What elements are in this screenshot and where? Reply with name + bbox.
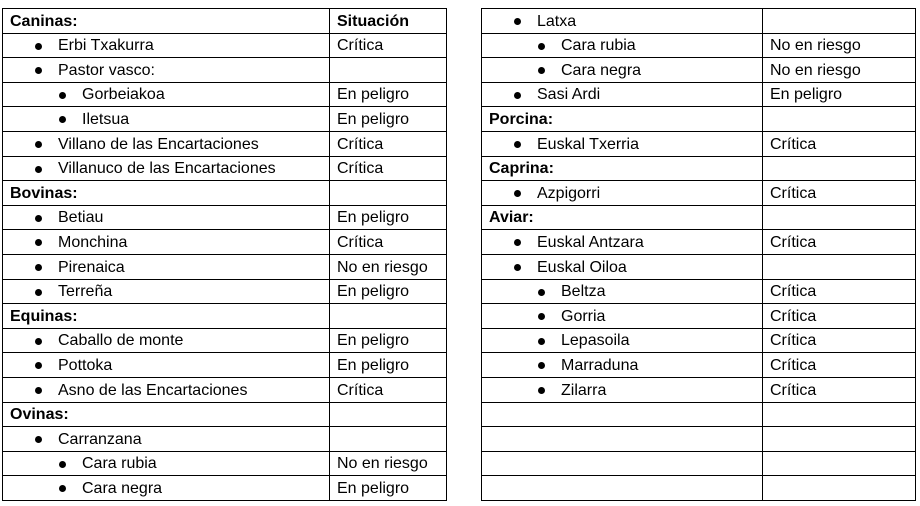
breed-name-text: Gorbeiakoa [82, 86, 165, 104]
breed-name-text: Caballo de monte [58, 332, 184, 350]
empty-cell [482, 476, 763, 501]
bullet-icon [35, 141, 42, 148]
bullet-icon [538, 43, 545, 50]
category-row [3, 304, 447, 329]
status-cell: En peligro [330, 107, 447, 132]
bullet-icon [514, 239, 521, 246]
breed-name [3, 205, 330, 230]
breed-row [3, 279, 447, 304]
status-cell: En peligro [330, 328, 447, 353]
bullet-icon [35, 67, 42, 74]
bullet-icon [59, 461, 66, 468]
breed-name-text: Pottoka [58, 356, 113, 374]
breed-name-text: Marraduna [561, 356, 639, 374]
status-cell: En peligro [330, 279, 447, 304]
breed-row [482, 33, 916, 58]
breed-name-text: Caprina: [489, 160, 554, 178]
breed-name-text: Zilarra [561, 381, 607, 399]
breed-row [482, 254, 916, 279]
bullet-icon [514, 92, 521, 99]
breed-row [3, 476, 447, 501]
bullet-icon [538, 338, 545, 345]
breed-name [482, 353, 763, 378]
breed-name-text: Terreña [58, 283, 113, 301]
bullet-icon [538, 387, 545, 394]
breed-row [482, 181, 916, 206]
breed-name-text: Sasi Ardi [537, 86, 601, 104]
status-cell [763, 156, 916, 181]
status-cell [330, 181, 447, 206]
breed-name-text: Gorria [561, 307, 606, 325]
category-row [3, 181, 447, 206]
breed-name-text: Lepasoila [561, 332, 630, 350]
bullet-icon [35, 289, 42, 296]
bullet-icon [538, 289, 545, 296]
status-cell: Crítica [330, 377, 447, 402]
breed-name-text: Villano de las Encartaciones [58, 135, 259, 153]
breed-name [482, 304, 763, 329]
breed-name-text: Asno de las Encartaciones [58, 381, 248, 399]
breed-name [482, 254, 763, 279]
bullet-icon [35, 166, 42, 173]
breed-row [3, 427, 447, 452]
bullet-icon [514, 141, 521, 148]
status-cell: Crítica [330, 230, 447, 255]
breed-name-text: Aviar: [489, 209, 534, 227]
status-cell [330, 304, 447, 329]
bullet-icon [35, 436, 42, 443]
status-cell: Crítica [763, 279, 916, 304]
breed-row [3, 156, 447, 181]
bullet-icon [35, 215, 42, 222]
breed-name-text: Euskal Txerria [537, 135, 639, 153]
breed-row [482, 377, 916, 402]
breed-row [482, 279, 916, 304]
status-cell [330, 58, 447, 83]
breed-row [482, 9, 916, 34]
status-cell: Crítica [763, 328, 916, 353]
breed-name-text: Porcina: [489, 110, 554, 128]
category-row [482, 205, 916, 230]
bullet-icon [538, 67, 545, 74]
bullet-icon [59, 116, 66, 123]
breed-name [482, 33, 763, 58]
status-cell: En peligro [763, 82, 916, 107]
breed-name-text: Euskal Oiloa [537, 258, 627, 276]
bullet-icon [538, 362, 545, 369]
empty-cell [482, 451, 763, 476]
empty-cell [482, 402, 763, 427]
status-cell: En peligro [330, 353, 447, 378]
breed-name-text: Pastor vasco: [58, 61, 155, 79]
bullet-icon [59, 485, 66, 492]
breed-name [3, 476, 330, 501]
breed-row [482, 328, 916, 353]
breed-name [3, 33, 330, 58]
status-cell [763, 205, 916, 230]
breed-row [482, 82, 916, 107]
bullet-icon [35, 387, 42, 394]
bullet-icon [514, 190, 521, 197]
breed-name-text: Euskal Antzara [537, 233, 644, 251]
breed-name [482, 82, 763, 107]
category-label [3, 304, 330, 329]
breed-row [482, 304, 916, 329]
breed-name-text: Betiau [58, 209, 104, 227]
empty-row [482, 451, 916, 476]
breed-name-text: Equinas: [10, 307, 78, 325]
breed-name [3, 131, 330, 156]
status-cell: No en riesgo [330, 254, 447, 279]
breed-name [482, 9, 763, 34]
breed-name [3, 377, 330, 402]
breed-row [3, 205, 447, 230]
category-label [3, 181, 330, 206]
status-cell: No en riesgo [763, 58, 916, 83]
breed-name-text: Ovinas: [10, 406, 69, 424]
status-column-header: Situación [330, 9, 447, 34]
breed-row [3, 377, 447, 402]
breed-name [482, 328, 763, 353]
left-breeds-table [2, 8, 447, 501]
status-cell [763, 476, 916, 501]
breed-name [482, 230, 763, 255]
empty-row [482, 427, 916, 452]
status-cell: Crítica [763, 230, 916, 255]
breed-name [482, 58, 763, 83]
status-cell: En peligro [330, 205, 447, 230]
empty-cell [482, 427, 763, 452]
status-cell: En peligro [330, 82, 447, 107]
bullet-icon [35, 43, 42, 50]
breed-name [3, 353, 330, 378]
breed-name [3, 328, 330, 353]
status-cell [330, 427, 447, 452]
status-cell: Crítica [763, 181, 916, 206]
breed-name [482, 131, 763, 156]
breed-name [3, 230, 330, 255]
breed-row [3, 33, 447, 58]
status-cell: No en riesgo [330, 451, 447, 476]
breed-name-text: Beltza [561, 283, 606, 301]
breed-row [3, 328, 447, 353]
breed-name-text: Bovinas: [10, 184, 78, 202]
breed-name [482, 377, 763, 402]
breed-name [3, 279, 330, 304]
bullet-icon [35, 264, 42, 271]
breed-name-text: Iletsua [82, 110, 130, 128]
breed-name-text: Latxa [537, 12, 577, 30]
breed-row [3, 82, 447, 107]
breed-name-text: Cara rubia [82, 455, 157, 473]
category-row [482, 156, 916, 181]
breed-row [3, 107, 447, 132]
breed-name [3, 58, 330, 83]
breed-row [3, 353, 447, 378]
category-row [3, 402, 447, 427]
category-label [482, 205, 763, 230]
bullet-icon [35, 239, 42, 246]
bullet-icon [514, 18, 521, 25]
status-cell: Crítica [330, 33, 447, 58]
status-cell [330, 402, 447, 427]
breed-name [3, 427, 330, 452]
breed-row [3, 254, 447, 279]
status-cell [763, 427, 916, 452]
status-cell: Crítica [763, 353, 916, 378]
breed-name-text: Cara negra [561, 61, 642, 79]
breed-row [482, 353, 916, 378]
bullet-icon [35, 338, 42, 345]
breed-row [3, 451, 447, 476]
status-cell: Crítica [330, 156, 447, 181]
breed-name-text: Carranzana [58, 430, 142, 448]
status-cell: Crítica [763, 377, 916, 402]
breed-name [3, 451, 330, 476]
bullet-icon [59, 92, 66, 99]
category-label [3, 402, 330, 427]
table-header-row [3, 9, 447, 34]
empty-row [482, 402, 916, 427]
breed-name [3, 82, 330, 107]
status-cell [763, 451, 916, 476]
empty-row [482, 476, 916, 501]
breed-row [482, 58, 916, 83]
breed-row [3, 230, 447, 255]
breed-row [482, 131, 916, 156]
status-cell [763, 254, 916, 279]
breed-name-text: Erbi Txakurra [58, 37, 154, 55]
status-cell [763, 107, 916, 132]
breed-row [3, 131, 447, 156]
category-label [482, 107, 763, 132]
category-label [482, 156, 763, 181]
status-cell: En peligro [330, 476, 447, 501]
breed-name [3, 107, 330, 132]
breed-name-text: Cara rubia [561, 37, 636, 55]
breed-name-text: Villanuco de las Encartaciones [58, 160, 276, 178]
breed-name [482, 279, 763, 304]
category-row [482, 107, 916, 132]
status-cell: Crítica [330, 131, 447, 156]
breed-name-text: Monchina [58, 233, 128, 251]
breed-name-text: Cara negra [82, 479, 163, 497]
breed-name-text: Pirenaica [58, 258, 125, 276]
status-cell: Crítica [763, 131, 916, 156]
status-cell: No en riesgo [763, 33, 916, 58]
bullet-icon [514, 264, 521, 271]
breed-name [482, 181, 763, 206]
category-header-caninas: Caninas: [3, 9, 330, 34]
breed-name-text: Azpigorri [537, 184, 601, 202]
bullet-icon [538, 313, 545, 320]
breed-name [3, 254, 330, 279]
right-breeds-table [481, 8, 916, 501]
status-cell [763, 402, 916, 427]
breed-row [3, 58, 447, 83]
breed-name [3, 156, 330, 181]
status-cell: Crítica [763, 304, 916, 329]
bullet-icon [35, 362, 42, 369]
status-cell [763, 9, 916, 34]
breed-row [482, 230, 916, 255]
